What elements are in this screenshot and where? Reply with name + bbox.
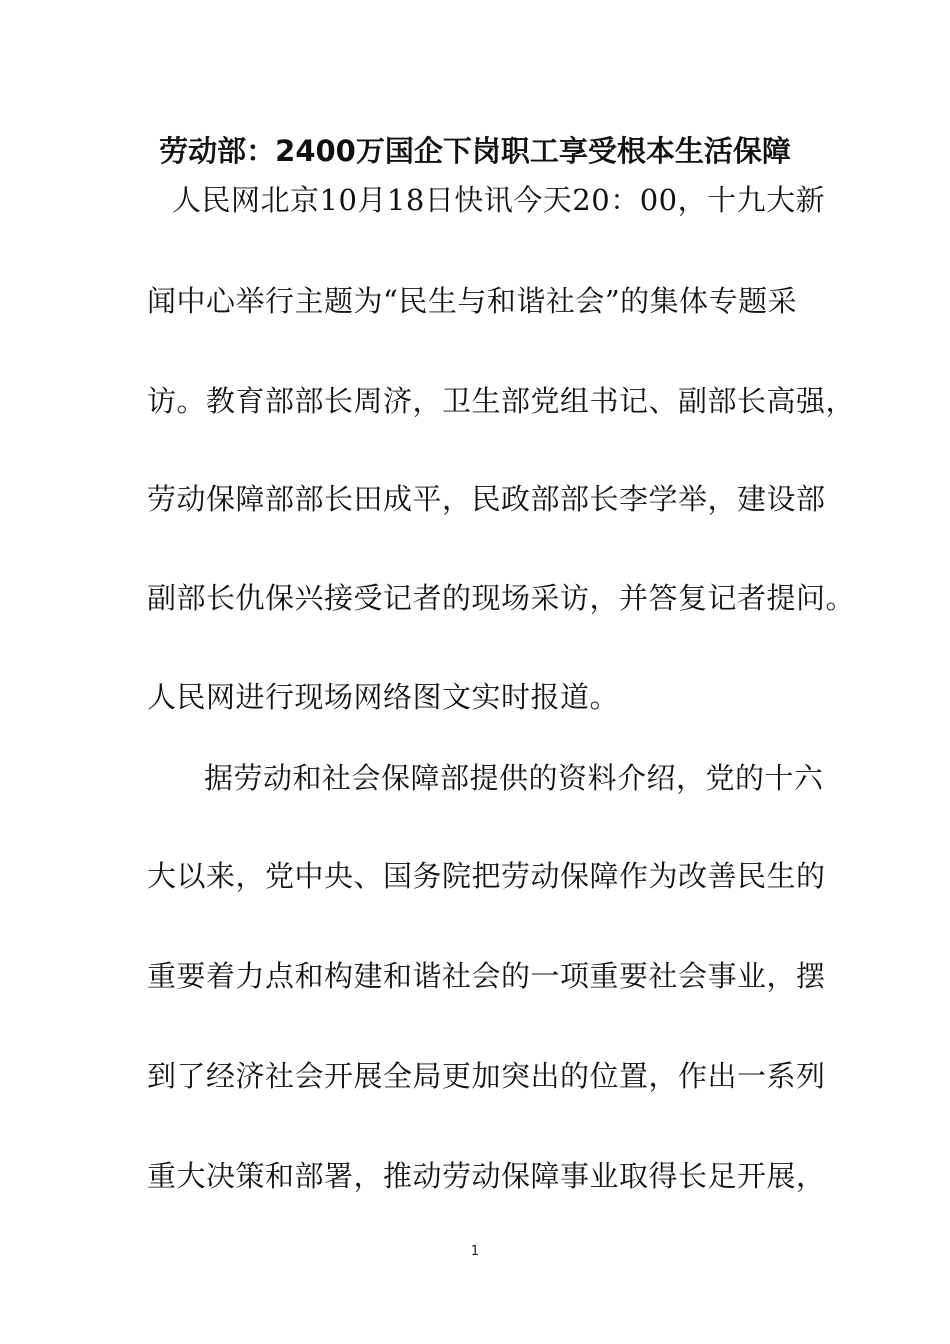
paragraph-2-line-1: 据劳动和社会保障部提供的资料介绍，党的十六 [204, 761, 824, 795]
article-title: 劳动部：2400万国企下岗职工享受根本生活保障 [159, 134, 791, 168]
paragraph-2-line-2: 大以来，党中央、国务院把劳动保障作为改善民生的 [147, 859, 826, 893]
paragraph-2-line-3: 重要着力点和构建和谐社会的一项重要社会事业，摆 [147, 959, 826, 993]
paragraph-1-line-3: 访。教育部部长周济，卫生部党组书记、副部长高强， [147, 384, 856, 418]
paragraph-1-line-1: 人民网北京10月18日快讯今天20：00，十九大新 [172, 183, 826, 217]
paragraph-1-line-6: 人民网进行现场网络图文实时报道。 [147, 680, 620, 714]
paragraph-1-line-5: 副部长仇保兴接受记者的现场采访，并答复记者提问。 [147, 581, 856, 615]
paragraph-1-line-4: 劳动保障部部长田成平，民政部部长李学举，建设部 [147, 482, 826, 516]
paragraph-2-line-5: 重大决策和部署，推动劳动保障事业取得长足开展， [147, 1159, 826, 1193]
paragraph-2-line-4: 到了经济社会开展全局更加突出的位置，作出一系列 [147, 1059, 826, 1093]
paragraph-1-line-2: 闻中心举行主题为“民生与和谐社会”的集体专题采 [147, 284, 798, 318]
page-number: 1 [470, 1244, 480, 1259]
